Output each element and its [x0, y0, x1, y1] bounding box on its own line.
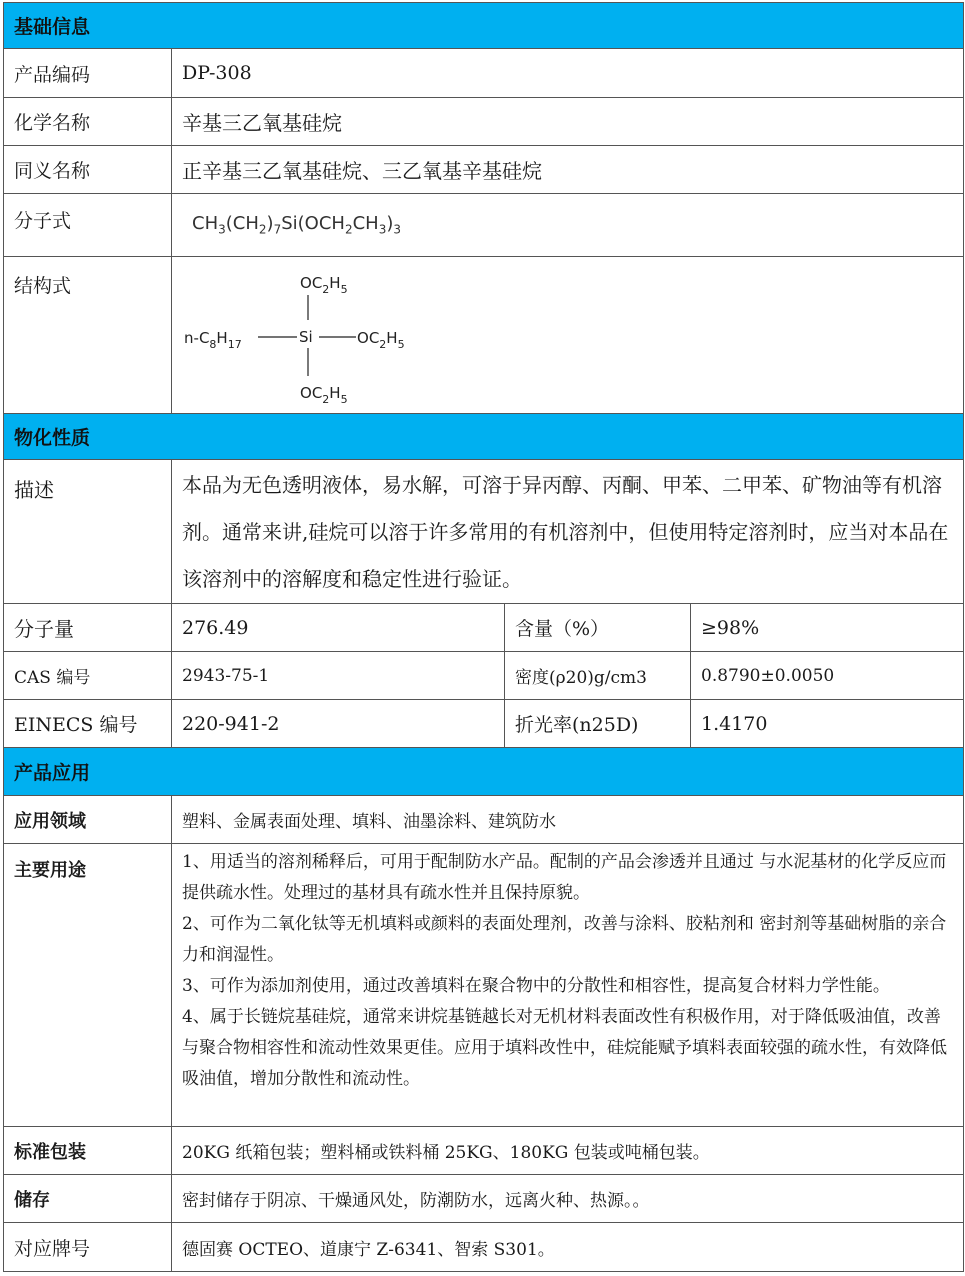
use-item: 2、可作为二氧化钛等无机填料或颜料的表面处理剂，改善与涂料、胶粘剂和 密封剂等基础树脂的亲合力和润湿性。	[182, 914, 947, 965]
structure-cell	[172, 257, 964, 414]
field-label: 结构式	[4, 257, 172, 414]
field-label: 描述	[4, 460, 172, 604]
field-label: 应用领域	[4, 796, 172, 844]
use-item: 3、可作为添加剂使用，通过改善填料在聚合物中的分散性和相容性，提高复合材料力学性能。	[182, 976, 890, 996]
field-value: 塑料、金属表面处理、填料、油墨涂料、建筑防水	[172, 796, 964, 844]
structure-left-group: $n-C_8H_17$	[184, 328, 242, 351]
structural-formula-diagram	[172, 258, 592, 413]
row-main-uses	[4, 844, 964, 1127]
field-value: 220-941-2	[172, 700, 505, 748]
structure-top-group: $OC_2H_5$	[300, 273, 348, 296]
row-application-field	[4, 796, 964, 844]
row-packaging	[4, 1127, 964, 1175]
section-title: 产品应用	[4, 748, 964, 796]
field-value: 0.8790±0.0050	[691, 652, 964, 700]
structure-bottom-group: $OC_2H_5$	[300, 383, 348, 406]
field-label: 标准包装	[4, 1127, 172, 1175]
row-storage	[4, 1175, 964, 1223]
row-structure	[4, 257, 964, 414]
section-title: 基础信息	[4, 3, 964, 49]
field-value: 辛基三乙氧基硅烷	[172, 98, 964, 146]
field-label: 密度(ρ20)g/cm3	[505, 652, 691, 700]
field-label: 含量（%）	[505, 604, 691, 652]
field-value: 276.49	[172, 604, 505, 652]
section-header-application	[4, 748, 964, 796]
field-label: 折光率(n25D)	[505, 700, 691, 748]
section-title: 物化性质	[4, 414, 964, 460]
row-molecular-weight	[4, 604, 964, 652]
section-header-physchem	[4, 414, 964, 460]
field-value: 20KG 纸箱包装；塑料桶或铁料桶 25KG、180KG 包装或吨桶包装。	[172, 1127, 964, 1175]
field-label: 产品编码	[4, 49, 172, 98]
product-spec-table	[3, 2, 964, 1272]
structure-center-atom: Si	[299, 327, 313, 346]
field-value: 德固赛 OCTEO、道康宁 Z-6341、智索 S301。	[172, 1223, 964, 1272]
field-label: 对应牌号	[4, 1223, 172, 1272]
uses-list	[172, 844, 964, 1127]
row-chemical-name	[4, 98, 964, 146]
field-value: ≥98%	[691, 604, 964, 652]
field-label: 主要用途	[4, 844, 172, 1127]
field-value: 正辛基三乙氧基硅烷、三乙氧基辛基硅烷	[172, 146, 964, 194]
field-value: 1.4170	[691, 700, 964, 748]
row-brand	[4, 1223, 964, 1272]
field-label: 同义名称	[4, 146, 172, 194]
field-value: 本品为无色透明液体，易水解，可溶于异丙醇、丙酮、甲苯、二甲苯、矿物油等有机溶剂。通常来讲,硅烷可以溶于许多常用的有机溶剂中，但使用特定溶剂时，应当对本品在该溶剂中的溶解度和稳定性进行验证。	[172, 460, 964, 604]
row-cas	[4, 652, 964, 700]
row-synonym	[4, 146, 964, 194]
structure-right-group: $OC_2H_5$	[357, 328, 405, 351]
field-label: EINECS 编号	[4, 700, 172, 748]
row-einecs	[4, 700, 964, 748]
field-value: 密封储存于阴凉、干燥通风处，防潮防水，远离火种、热源。。	[172, 1175, 964, 1223]
section-header-basic	[4, 3, 964, 49]
row-product-code	[4, 49, 964, 98]
field-label: 分子量	[4, 604, 172, 652]
field-label: 储存	[4, 1175, 172, 1223]
molecular-formula: $CH_3(CH_2)_7Si(OCH_2CH_3)_3$	[172, 194, 964, 257]
row-description	[4, 460, 964, 604]
field-label: 化学名称	[4, 98, 172, 146]
field-label: 分子式	[4, 194, 172, 257]
field-value: DP-308	[172, 49, 964, 98]
row-formula	[4, 194, 964, 257]
use-item: 1、用适当的溶剂稀释后，可用于配制防水产品。配制的产品会渗透并且通过 与水泥基材的化学反应而提供疏水性。处理过的基材具有疏水性并且保持原貌。	[182, 852, 947, 903]
field-value: 2943-75-1	[172, 652, 505, 700]
use-item: 4、属于长链烷基硅烷，通常来讲烷基链越长对无机材料表面改性有积极作用，对于降低吸油值，改善与聚合物相容性和流动性效果更佳。应用于填料改性中，硅烷能赋予填料表面较强的疏水性，有效降低吸油值，增加分散性和流动性。	[182, 1007, 947, 1089]
field-label: CAS 编号	[4, 652, 172, 700]
